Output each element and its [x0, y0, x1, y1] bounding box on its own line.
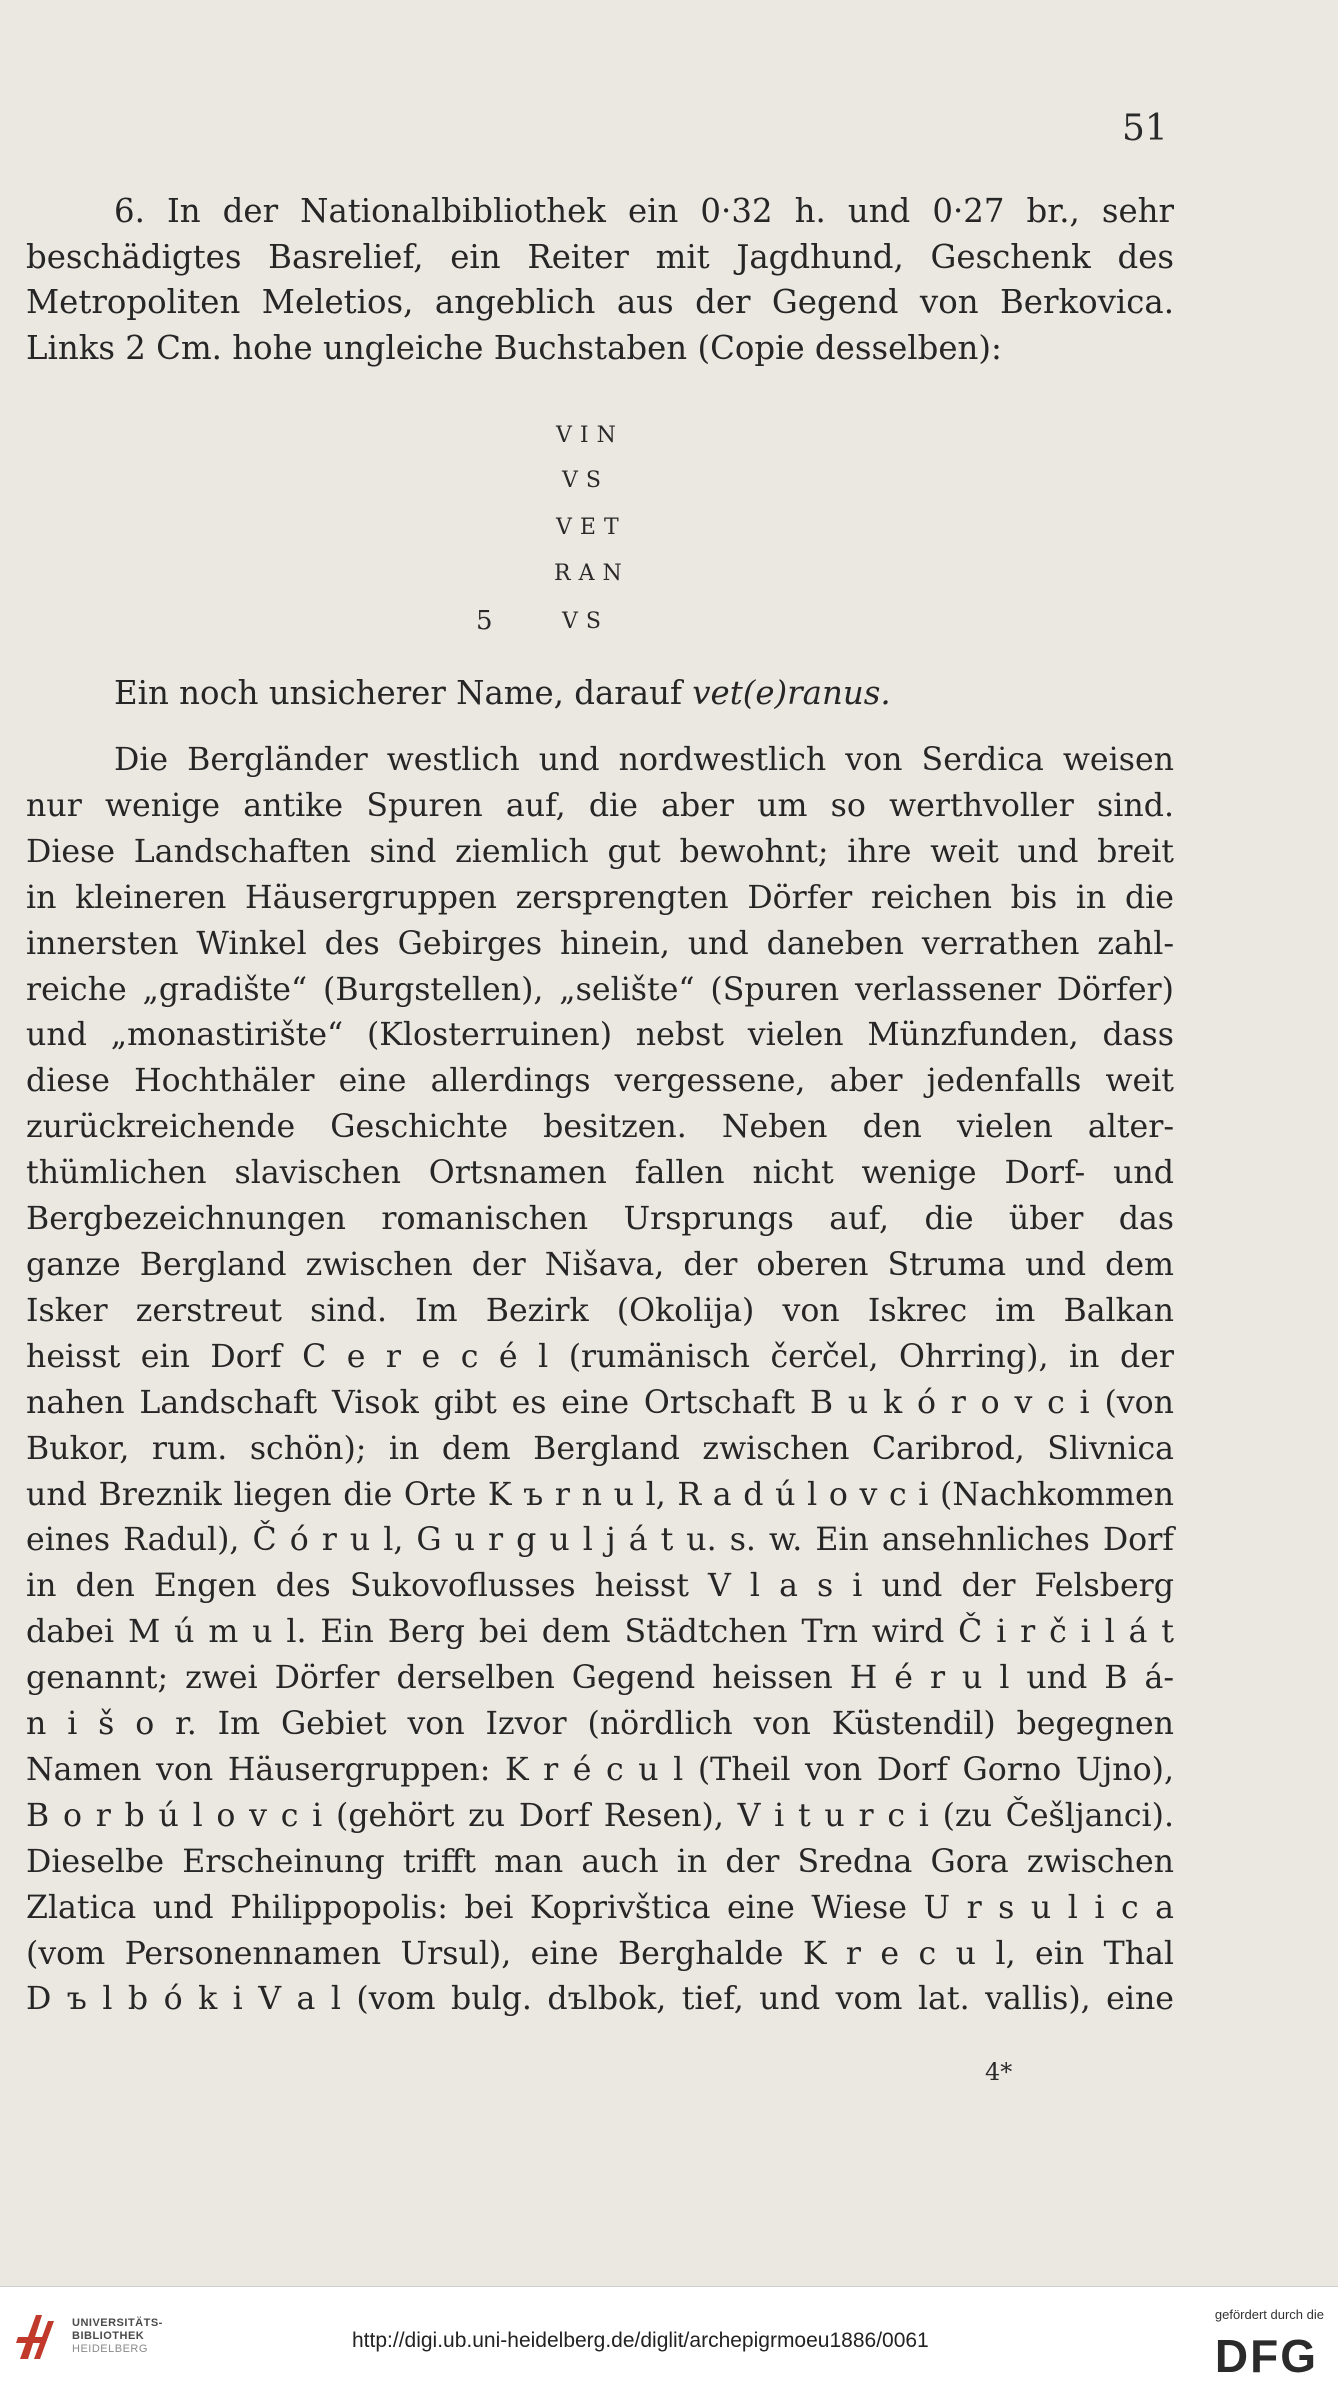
text-line: diese Hochthäler eine allerdings vergessene, aber jedenfalls weit	[26, 1063, 1174, 1100]
inscription-row: VET	[556, 515, 627, 540]
text-line: genannt; zwei Dörfer derselben Gegend heissen H é r u l und B á-	[26, 1660, 1174, 1697]
inscription-row: RAN	[554, 561, 630, 586]
text-line: ganze Bergland zwischen der Nišava, der oberen Struma und dem	[26, 1246, 1174, 1283]
inscription-row: VIN	[556, 423, 624, 448]
reading-note-italic: vet(e)ranus.	[692, 674, 891, 712]
text-line: nahen Landschaft Visok gibt es eine Ortschaft B u k ó r o v c i (von	[26, 1384, 1174, 1421]
inscription-line-number: 5	[476, 606, 493, 636]
text-line: n i š o r. Im Gebiet von Izvor (nördlich von Küstendil) begegnen	[26, 1706, 1174, 1743]
text-line: Bergbezeichnungen romanischen Ursprungs auf, die über das	[26, 1201, 1174, 1238]
funded-by-label: gefördert durch die	[1214, 2307, 1324, 2322]
reading-note	[114, 674, 891, 712]
page-number: 51	[1122, 108, 1168, 149]
text-line: Isker zerstreut sind. Im Bezirk (Okolija) von Iskrec im Balkan	[26, 1292, 1174, 1329]
text-line: zurückreichende Geschichte besitzen. Neben den vielen alter-	[26, 1109, 1174, 1146]
text-line: eines Radul), Č ó r u l, G u r g u l j á t u. s. w. Ein ansehnliches Dorf	[26, 1522, 1174, 1559]
text-line: nur wenige antike Spuren auf, die aber um so werthvoller sind.	[26, 787, 1174, 824]
text-line: und „monastirište“ (Klosterruinen) nebst vielen Münzfunden, dass	[26, 1017, 1174, 1054]
text-line: Namen von Häusergruppen: K r é c u l (Theil von Dorf Gorno Ujno),	[26, 1751, 1174, 1788]
text-line: dabei M ú m u l. Ein Berg bei dem Städtchen Trn wird Č i r č i l á t	[26, 1614, 1174, 1651]
text-line: Diese Landschaften sind ziemlich gut bewohnt; ihre weit und breit	[26, 833, 1174, 870]
inscription-row: VS	[562, 468, 609, 493]
text-line: thümlichen slavischen Ortsnamen fallen nicht wenige Dorf- und	[26, 1155, 1174, 1192]
text-line: Zlatica und Philippopolis: bei Koprivštica eine Wiese U r s u l i c a	[26, 1889, 1174, 1926]
text-line: 6. In der Nationalbibliothek ein 0·32 h. und 0·27 br., sehr	[114, 192, 1174, 230]
university-library-name	[72, 2317, 163, 2356]
viewer-footer	[0, 2286, 1338, 2384]
paragraph-2	[26, 738, 1174, 2023]
printer-signature: 4*	[985, 2058, 1013, 2086]
text-line: innersten Winkel des Gebirges hinein, und daneben verrathen zahl-	[26, 925, 1174, 962]
text-line: in den Engen des Sukovoflusses heisst V l a s i und der Felsberg	[26, 1568, 1174, 1605]
inscription-row: VS	[562, 609, 609, 634]
dfg-logo[interactable]: DFG	[1214, 2330, 1318, 2382]
institution-line: UNIVERSITÄTS-	[72, 2317, 163, 2329]
text-line: Metropoliten Meletios, angeblich aus der Gegend von Berkovica.	[26, 283, 1174, 321]
text-line: D ъ l b ó k i V a l (vom bulg. dъlbok, tief, und vom lat. vallis), eine	[26, 1981, 1174, 2018]
institution-city: HEIDELBERG	[72, 2343, 148, 2355]
permalink-url[interactable]: http://digi.ub.uni-heidelberg.de/diglit/archepigrmoeu1886/0061	[352, 2329, 929, 2352]
text-line: beschädigtes Basrelief, ein Reiter mit Jagdhund, Geschenk des	[26, 237, 1174, 276]
university-library-logo[interactable]	[14, 2307, 64, 2363]
text-line: Dieselbe Erscheinung trifft man auch in der Sredna Gora zwischen	[26, 1843, 1174, 1880]
institution-line: BIBLIOTHEK	[72, 2330, 145, 2342]
text-line: B o r b ú l o v c i (gehört zu Dorf Resen), V i t u r c i (zu Češljanci).	[26, 1797, 1174, 1834]
reading-note-text: Ein noch unsicherer Name, darauf	[114, 674, 682, 712]
text-line: Die Bergländer westlich und nordwestlich von Serdica weisen	[114, 742, 1174, 778]
text-line: heisst ein Dorf C e r e c é l (rumänisch čerčel, Ohrring), in der	[26, 1338, 1174, 1375]
text-line: in kleineren Häusergruppen zersprengten Dörfer reichen bis in die	[26, 879, 1174, 916]
text-line: Links 2 Cm. hohe ungleiche Buchstaben (Copie desselben):	[26, 328, 1002, 367]
text-line: und Breznik liegen die Orte K ъ r n u l, R a d ú l o v c i (Nachkommen	[26, 1476, 1174, 1513]
text-line: Bukor, rum. schön); in dem Bergland zwischen Caribrod, Slivnica	[26, 1430, 1174, 1467]
text-line: (vom Personennamen Ursul), eine Berghalde K r e c u l, ein Thal	[26, 1935, 1174, 1972]
text-line: reiche „gradište“ (Burgstellen), „selište“ (Spuren verlassener Dörfer)	[26, 971, 1174, 1008]
paragraph-1	[26, 189, 1174, 371]
